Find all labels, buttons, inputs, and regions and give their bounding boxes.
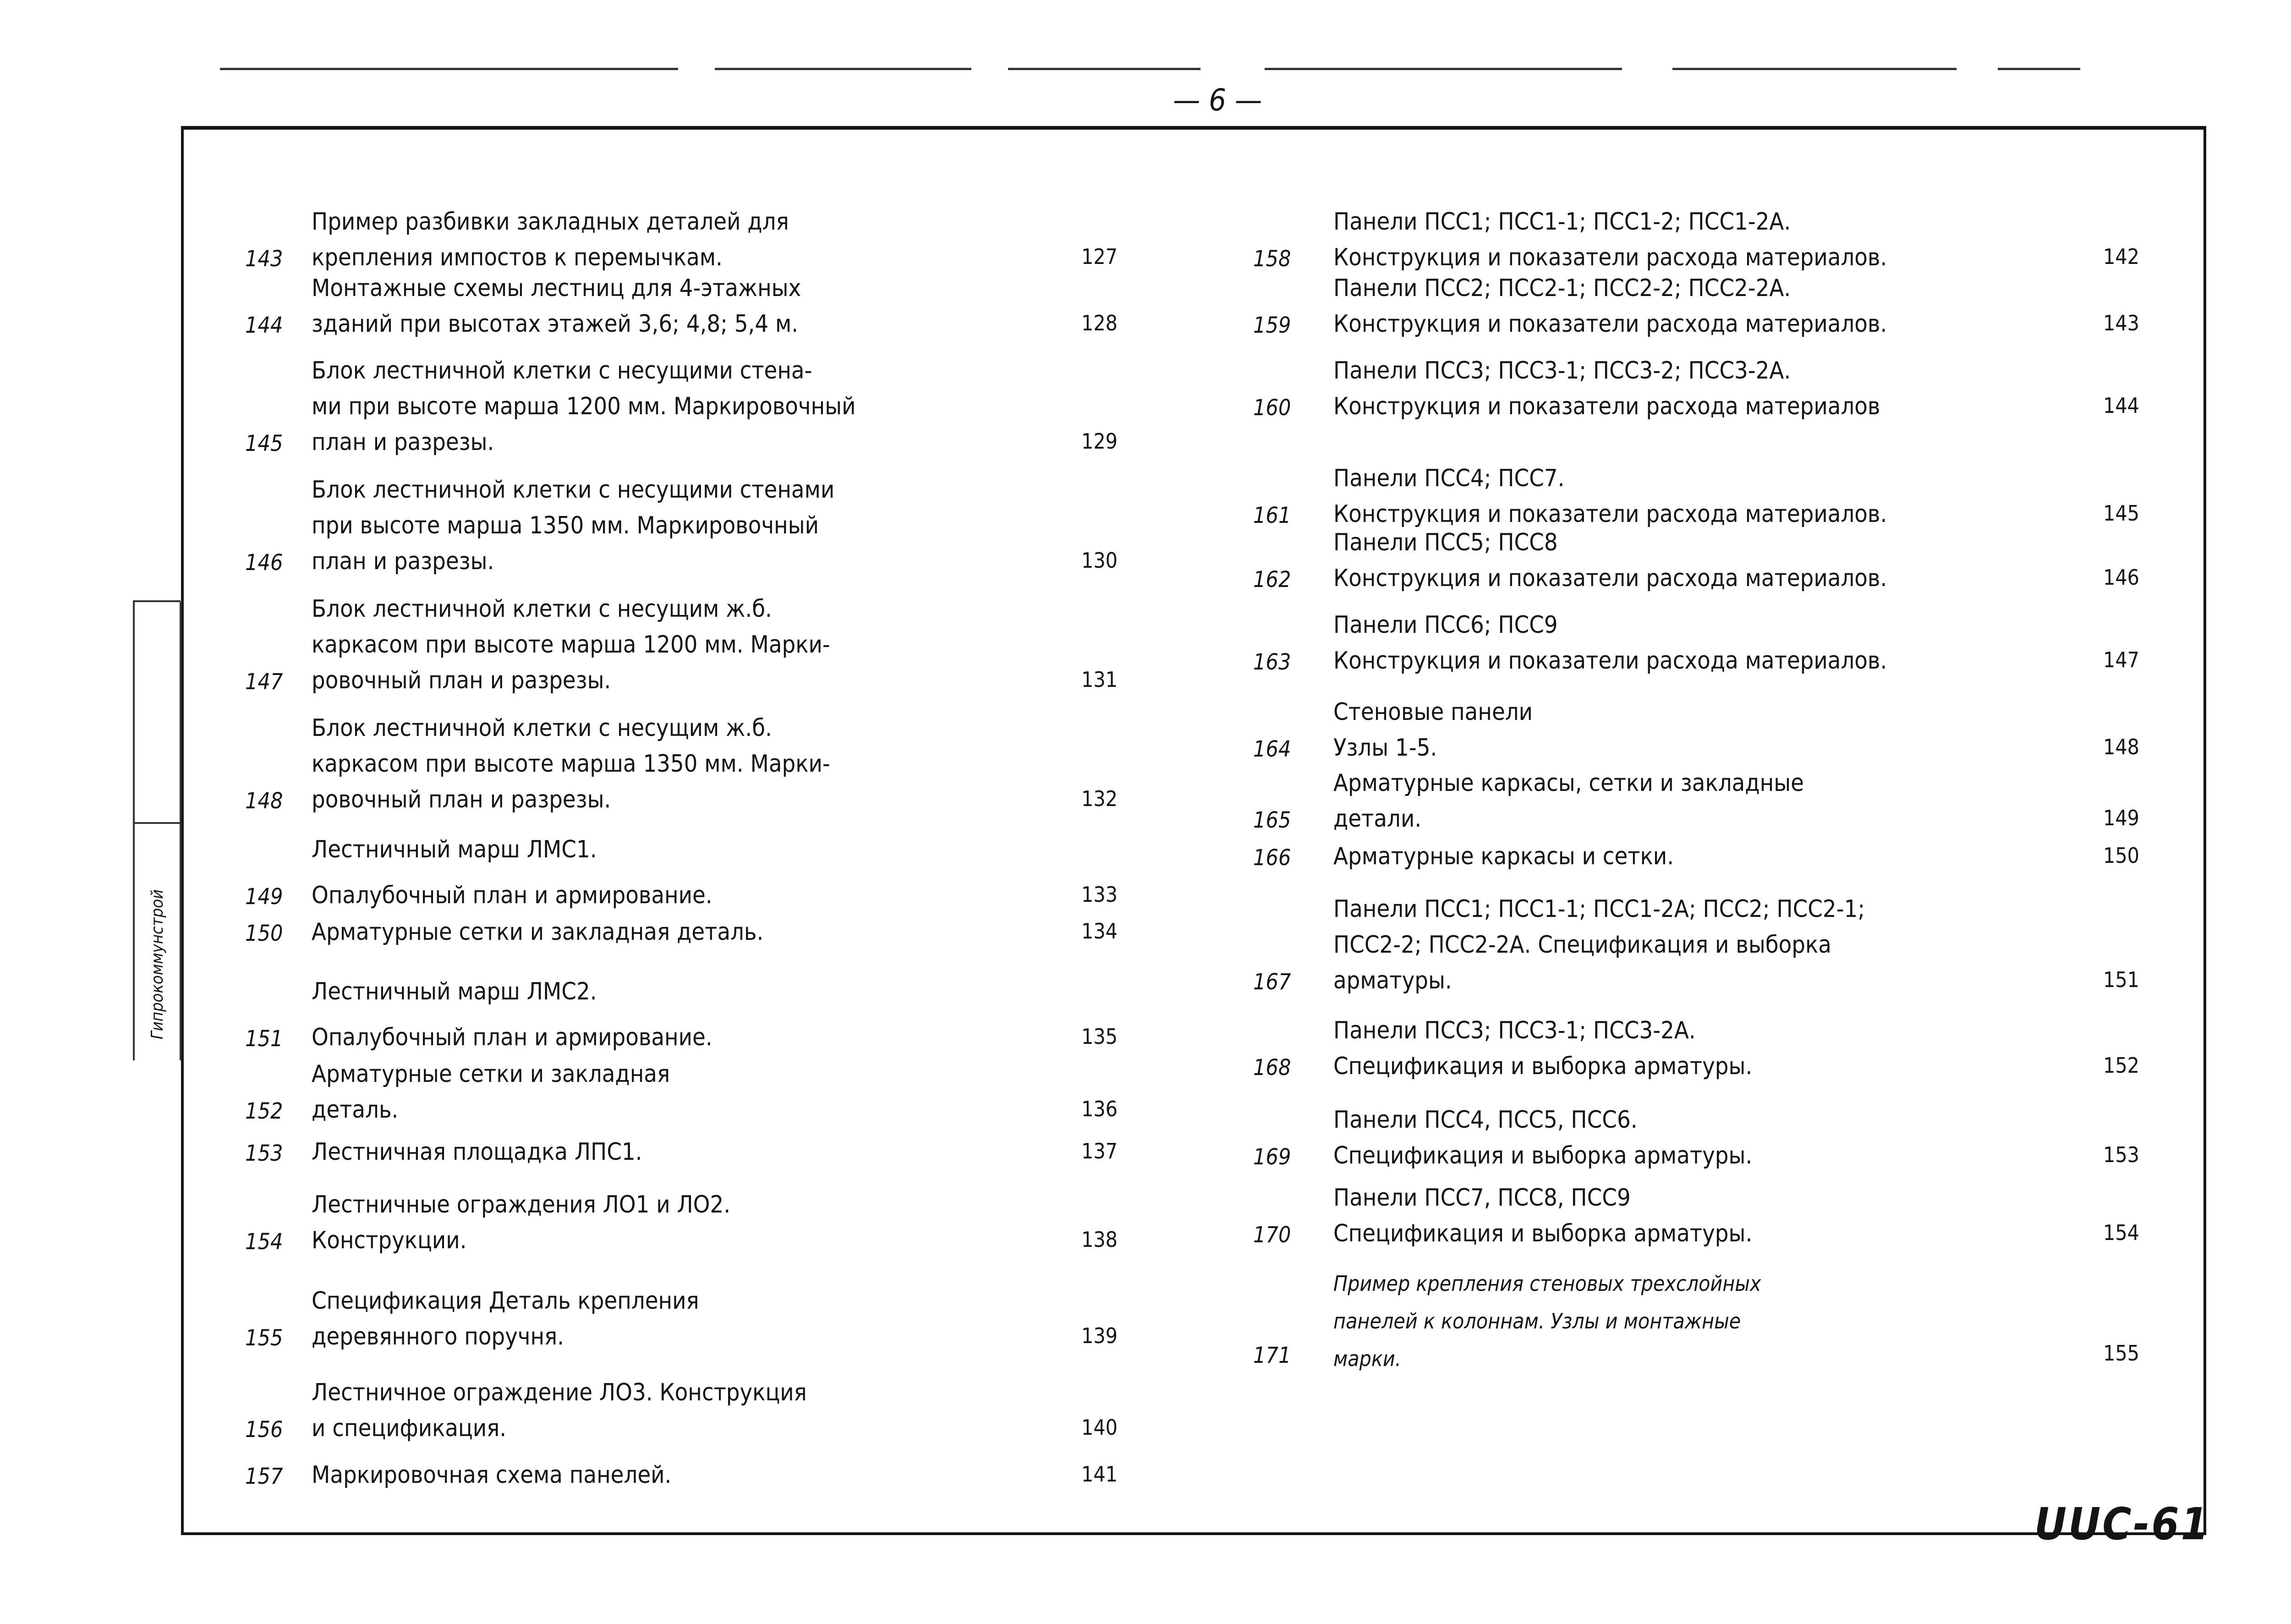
entry-title-line: Спецификация и выборка арматуры.: [1333, 1142, 1753, 1169]
top-rule-4: [1265, 68, 1622, 70]
entry-page: 137: [1081, 1139, 1118, 1163]
entry-title-line: Панели ПСС2; ПСС2-1; ПСС2-2; ПСС2-2А.: [1333, 274, 1791, 302]
entry-number: 167: [1253, 969, 1291, 995]
entry-title-line: Панели ПСС3; ПСС3-1; ПСС3-2А.: [1333, 1017, 1696, 1044]
entry-title-line: Конструкции.: [312, 1227, 467, 1254]
entry-title-line: Арматурные сетки и закладная: [312, 1060, 670, 1088]
entry-title-line: Панели ПСС4; ПСС7.: [1333, 465, 1565, 492]
entry-title-line: Конструкция и показатели расхода материалов.: [1333, 500, 1887, 528]
entry-number: 147: [245, 669, 283, 695]
entry-page: 154: [2103, 1220, 2139, 1245]
entry-page: 152: [2103, 1053, 2139, 1078]
stamp-label: Гипрокоммунстрой: [148, 889, 167, 1039]
entry-title-line: Блок лестничной клетки с несущими стенами: [312, 476, 835, 504]
entry-title-line: Лестничный марш ЛМС1.: [312, 836, 597, 863]
entry-title-line: план и разрезы.: [312, 548, 494, 575]
entry-title-line: зданий при высотах этажей 3,6; 4,8; 5,4 м.: [312, 310, 799, 338]
entry-page: 129: [1081, 429, 1118, 454]
entry-title: [1333, 461, 1887, 532]
entry-title: [312, 710, 830, 817]
stamp-label-box: [135, 877, 181, 1051]
entry-title-line: Спецификация и выборка арматуры.: [1333, 1053, 1753, 1080]
entry-title: [312, 591, 830, 698]
entry-page: 149: [2103, 806, 2139, 830]
entry-title-line: Панели ПСС5; ПСС8: [1333, 529, 1558, 556]
top-rule-6: [1998, 68, 2080, 70]
entry-number: 168: [1253, 1055, 1291, 1081]
entry-page: 139: [1081, 1323, 1118, 1348]
entry-number: 153: [245, 1141, 283, 1166]
entry-number: 163: [1253, 649, 1291, 675]
entry-title: [312, 974, 597, 1010]
entry-page: 136: [1081, 1097, 1118, 1121]
top-rule-1: [220, 68, 678, 70]
entry-title-line: каркасом при высоте марша 1350 мм. Марки-: [312, 750, 830, 778]
entry-title: [1333, 270, 1887, 342]
entry-number: 162: [1253, 567, 1291, 593]
entry-page: 134: [1081, 919, 1118, 944]
entry-page: 133: [1081, 882, 1118, 907]
top-rule-2: [715, 68, 971, 70]
entry-page: 140: [1081, 1415, 1118, 1440]
entry-title: [1333, 353, 1880, 424]
entry-title: [312, 914, 763, 950]
entry-number: 146: [245, 550, 283, 576]
entry-title: [1333, 1102, 1752, 1174]
entry-title-line: Конструкция и показатели расхода материалов: [1333, 393, 1880, 420]
entry-number: 154: [245, 1229, 283, 1255]
entry-number: 171: [1253, 1343, 1291, 1368]
entry-title: [1333, 1265, 1761, 1377]
entry-title: [312, 1056, 670, 1128]
entry-number: 157: [245, 1464, 283, 1489]
entry-title: [312, 1457, 671, 1493]
entry-title-line: Панели ПСС1; ПСС1-1; ПСС1-2А; ПСС2; ПСС2-1;: [1333, 895, 1865, 923]
entry-title: [312, 1134, 642, 1170]
entry-page: 142: [2103, 244, 2139, 269]
entry-title: [1333, 694, 1533, 766]
side-stamp: [133, 600, 181, 1060]
entry-page: 127: [1081, 244, 1118, 269]
entry-title-line: ПСС2-2; ПСС2-2А. Спецификация и выборка: [1333, 931, 1831, 959]
entry-title: [312, 204, 789, 275]
entry-title-line: Панели ПСС1; ПСС1-1; ПСС1-2; ПСС1-2А.: [1333, 208, 1791, 236]
entry-title-line: марки.: [1333, 1346, 1401, 1371]
entry-title: [1333, 607, 1887, 679]
entry-title: [1333, 765, 1804, 837]
entry-title: [312, 270, 801, 342]
entry-title-line: Конструкция и показатели расхода материалов.: [1333, 310, 1887, 338]
top-rule-3: [1008, 68, 1200, 70]
entry-title: [1333, 1013, 1752, 1084]
entry-title: [312, 472, 834, 579]
entry-title-line: деталь.: [312, 1096, 399, 1124]
entry-number: 144: [245, 313, 283, 338]
entry-title-line: Стеновые панели: [1333, 698, 1533, 726]
entry-number: 152: [245, 1098, 283, 1124]
entry-title-line: Спецификация Деталь крепления: [312, 1287, 699, 1315]
entry-title: [312, 1283, 699, 1355]
entry-title-line: план и разрезы.: [312, 428, 494, 456]
entry-title-line: арматуры.: [1333, 967, 1452, 994]
entry-title-line: Конструкция и показатели расхода материалов.: [1333, 244, 1887, 271]
entry-page: 151: [2103, 967, 2139, 992]
entry-title-line: крепления импостов к перемычкам.: [312, 244, 723, 271]
entry-title-line: ровочный план и разрезы.: [312, 786, 611, 813]
entry-title-line: Панели ПСС7, ПСС8, ПСС9: [1333, 1184, 1631, 1212]
entry-title: [312, 832, 597, 867]
entry-number: 158: [1253, 246, 1291, 272]
entry-number: 169: [1253, 1144, 1291, 1170]
entry-title-line: Лестничная площадка ЛПС1.: [312, 1138, 642, 1166]
entry-title-line: Пример разбивки закладных деталей для: [312, 208, 789, 236]
entry-title-line: Блок лестничной клетки с несущими стена-: [312, 357, 812, 384]
entry-page: 131: [1081, 667, 1118, 692]
entry-title-line: Монтажные схемы лестниц для 4-этажных: [312, 274, 801, 302]
entry-title-line: Арматурные каркасы и сетки.: [1333, 843, 1674, 870]
entry-number: 161: [1253, 503, 1291, 528]
entry-title-line: Панели ПСС6; ПСС9: [1333, 611, 1558, 639]
entry-title-line: Лестничный марш ЛМС2.: [312, 978, 597, 1005]
entry-page: 153: [2103, 1142, 2139, 1167]
entry-title-line: деревянного поручня.: [312, 1323, 565, 1350]
entry-title-line: Лестничные ограждения ЛО1 и ЛО2.: [312, 1191, 731, 1218]
entry-title-line: Узлы 1-5.: [1333, 734, 1437, 762]
entry-page: 138: [1081, 1227, 1118, 1252]
entry-number: 159: [1253, 313, 1291, 338]
entry-number: 149: [245, 884, 283, 910]
entry-page: 155: [2103, 1341, 2139, 1366]
entry-title: [1333, 525, 1887, 596]
entry-number: 148: [245, 788, 283, 814]
entry-title-line: Спецификация и выборка арматуры.: [1333, 1220, 1753, 1247]
entry-page: 130: [1081, 548, 1118, 573]
entry-title-line: Панели ПСС3; ПСС3-1; ПСС3-2; ПСС3-2А.: [1333, 357, 1791, 384]
entry-title: [312, 1187, 730, 1258]
entry-number: 164: [1253, 736, 1291, 762]
entry-page: 128: [1081, 311, 1118, 335]
entry-title-line: Лестничное ограждение ЛО3. Конструкция: [312, 1379, 807, 1406]
entry-title-line: каркасом при высоте марша 1200 мм. Марки-: [312, 631, 830, 658]
entry-title-line: Опалубочный план и армирование.: [312, 882, 713, 909]
entry-title-line: Арматурные сетки и закладная деталь.: [312, 918, 764, 946]
entry-title-line: Маркировочная схема панелей.: [312, 1461, 672, 1489]
entry-title-line: Панели ПСС4, ПСС5, ПСС6.: [1333, 1106, 1638, 1134]
entry-title-line: Конструкция и показатели расхода материалов.: [1333, 565, 1887, 592]
entry-title-line: Опалубочный план и армирование.: [312, 1024, 713, 1051]
entry-title-line: Блок лестничной клетки с несущим ж.б.: [312, 714, 772, 742]
entry-page: 141: [1081, 1462, 1118, 1487]
entry-page: 145: [2103, 501, 2139, 526]
entry-page: 150: [2103, 843, 2139, 868]
entry-number: 166: [1253, 845, 1291, 871]
entry-title: [1333, 1180, 1752, 1251]
entry-number: 150: [245, 921, 283, 946]
entry-number: 151: [245, 1026, 283, 1052]
entry-title-line: детали.: [1333, 805, 1422, 833]
entry-title: [312, 1375, 807, 1446]
entry-title-line: Пример крепления стеновых трехслойных: [1333, 1271, 1761, 1296]
entry-title-line: Блок лестничной клетки с несущим ж.б.: [312, 595, 772, 623]
entry-page: 144: [2103, 393, 2139, 418]
entry-number: 155: [245, 1325, 283, 1351]
entry-title: [312, 878, 713, 913]
entry-title-line: при высоте марша 1350 мм. Маркировочный: [312, 512, 819, 539]
entry-page: 132: [1081, 786, 1118, 811]
page-number: — 6 —: [1173, 82, 1262, 118]
entry-number: 160: [1253, 395, 1291, 421]
entry-page: 147: [2103, 647, 2139, 672]
top-rule-5: [1672, 68, 1957, 70]
stamp-divider: [135, 822, 181, 824]
entry-title: [1333, 839, 1674, 874]
entry-title-line: Конструкция и показатели расхода материалов.: [1333, 647, 1887, 675]
entry-number: 165: [1253, 807, 1291, 833]
entry-title: [312, 353, 856, 460]
entry-title-line: панелей к колоннам. Узлы и монтажные: [1333, 1309, 1741, 1333]
document-code: UUC-61: [2034, 1498, 2210, 1550]
entry-page: 148: [2103, 735, 2139, 759]
entry-title: [312, 1020, 713, 1055]
entry-number: 143: [245, 246, 283, 272]
entry-title: [1333, 204, 1887, 275]
entry-number: 156: [245, 1417, 283, 1443]
entry-page: 135: [1081, 1024, 1118, 1049]
entry-title-line: ровочный план и разрезы.: [312, 667, 611, 694]
entry-number: 170: [1253, 1222, 1291, 1248]
entry-page: 146: [2103, 565, 2139, 590]
entry-page: 143: [2103, 311, 2139, 335]
entry-title-line: ми при высоте марша 1200 мм. Маркировочный: [312, 393, 856, 420]
entry-title-line: Арматурные каркасы, сетки и закладные: [1333, 769, 1804, 797]
entry-title: [1333, 891, 1865, 999]
entry-title-line: и спецификация.: [312, 1415, 507, 1442]
entry-number: 145: [245, 431, 283, 456]
